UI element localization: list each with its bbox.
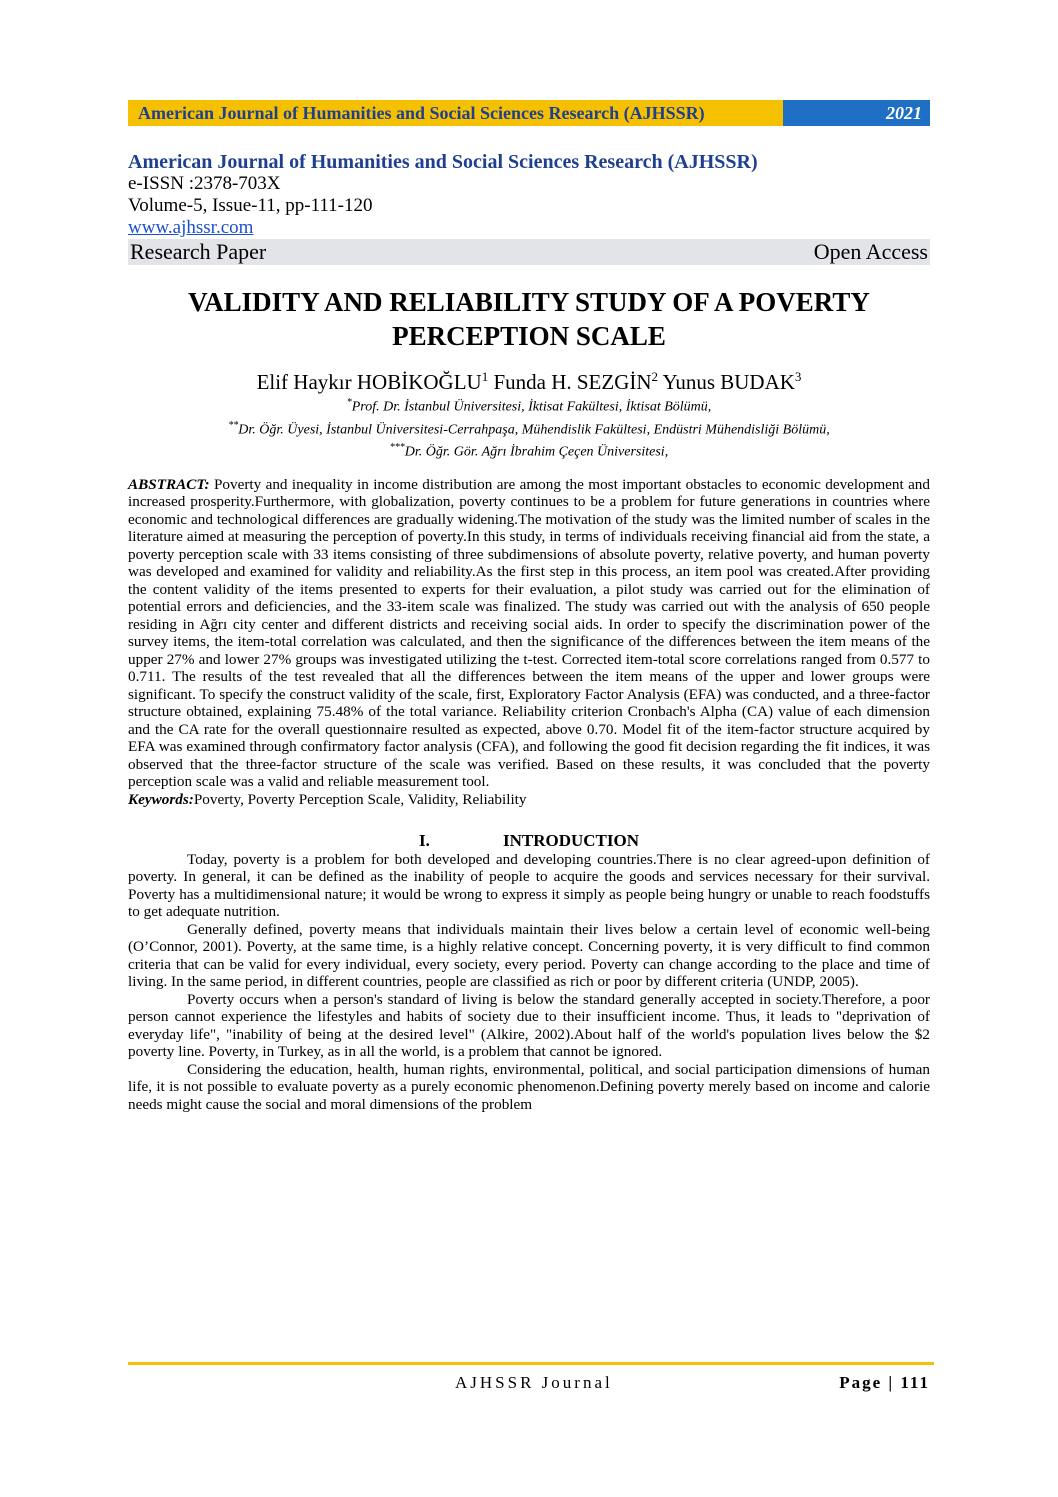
banner-journal-name: American Journal of Humanities and Social Sciences Research (AJHSSR) (128, 100, 783, 126)
author-3: Yunus BUDAK (658, 370, 795, 394)
access-type: Open Access (813, 239, 928, 264)
intro-paragraph-3: Poverty occurs when a person's standard of living is below the standard generally accepted in society.Therefore, a poor person cannot experience the lifestyles and habits of society due to their insufficient income. Thus, it leads to "deprivation of everyday life", "inability of being at the desired level" (Alkire, 2002).About half of the world's population lives below the $2 poverty line. Poverty, in Turkey, as in all the world, is a problem that cannot be ignored. (128, 990, 930, 1061)
author-2: Funda H. SEZGİN (488, 370, 652, 394)
footer-page-number: 111 (900, 1373, 930, 1392)
volume-info: Volume-5, Issue-11, pp-111-120 (128, 195, 373, 216)
eissn: e-ISSN :2378-703X (128, 173, 281, 194)
keywords (128, 791, 930, 809)
affiliation-2-text: Dr. Öğr. Üyesi, İstanbul Üniversitesi-Cerrahpaşa, Mühendislik Fakültesi, Endüstri Mühendisliği Bölümü, (238, 422, 830, 438)
footer-journal: AJHSSR Journal (455, 1373, 613, 1392)
keywords-label: Keywords: (128, 790, 194, 808)
intro-paragraph-2: Generally defined, poverty means that individuals maintain their lives below a certain level of economic well-being (O’Connor, 2001). Poverty, at the same time, is a highly relative concept. Concerning poverty, it is very difficult to find common criteria that can be valid for every individual, every society, every period. Poverty can change according to the place and time of living. In the same period, in different countries, people are classified as rich or poor by different criteria (UNDP, 2005). (128, 920, 930, 991)
section-title: INTRODUCTION (502, 830, 640, 850)
paper-type: Research Paper (130, 239, 267, 264)
title-line-2: PERCEPTION SCALE (392, 321, 666, 351)
author-3-sup: 3 (794, 369, 802, 384)
intro-paragraph-1: Today, poverty is a problem for both developed and developing countries.There is no clear agreed-upon definition of poverty. In general, it can be defined as the inability of people to acquire the goods and services necessary for their survival. Poverty has a multidimensional nature; it would be wrong to express it simply as people being hungry or unable to reach foodstuffs to get adequate nutrition. (128, 850, 930, 921)
journal-banner (128, 100, 930, 126)
affiliation-3-mark: *** (389, 442, 405, 454)
affiliation-2 (128, 417, 930, 440)
affiliation-3 (128, 439, 930, 462)
paper-type-bar (128, 239, 930, 265)
page-footer (128, 1373, 930, 1393)
journal-name: American Journal of Humanities and Social Sciences Research (AJHSSR) (128, 151, 758, 173)
affiliation-1-mark: * (346, 397, 352, 408)
affiliation-1 (128, 394, 930, 417)
abstract (128, 476, 930, 791)
page-content (128, 100, 930, 1113)
author-2-sup: 2 (651, 369, 659, 384)
author-1-sup: 1 (481, 369, 489, 384)
affiliation-2-mark: ** (228, 419, 239, 431)
footer-page (839, 1373, 930, 1393)
affiliation-3-text: Dr. Öğr. Gör. Ağrı İbrahim Çeçen Üniversitesi, (404, 444, 669, 460)
footer-page-label: Page | (839, 1373, 901, 1392)
section-heading (128, 831, 930, 851)
abstract-label: ABSTRACT: (128, 475, 210, 493)
author-list (128, 365, 930, 394)
section-number: I. (418, 830, 430, 850)
website-link[interactable]: www.ajhssr.com (128, 217, 254, 238)
paper-title (128, 285, 930, 353)
intro-paragraph-4: Considering the education, health, human rights, environmental, political, and social participation dimensions of human life, it is not possible to evaluate poverty as a purely economic phenomenon.Defining poverty merely based on income and calorie needs might cause the social and moral dimensions of the problem (128, 1060, 930, 1113)
footer-rule (128, 1362, 934, 1365)
abstract-text: Poverty and inequality in income distribution are among the most important obstacles to economic development and increased prosperity.Furthermore, with globalization, poverty continues to be a problem for future generations in countries where economic and technological differences are gradually widening.The motivation of the study was the limited number of scales in the literature aimed at measuring the perception of poverty.In this study, in terms of individuals receiving financial aid from the state, a poverty perception scale with 33 items consisting of three subdimensions of absolute poverty, relative poverty, and human poverty was developed and examined for validity and reliability.As the first step in this process, an item pool was created.After providing the content validity of the items presented to experts for their evaluation, a pilot study was carried out for the elimination of potential errors and deficiencies, and the 33-item scale was finalized. The study was carried out with the analysis of 650 people residing in Ağrı city center and different districts and receiving social aids. In order to specify the discrimination power of the survey items, the item-total correlation was calculated, and then the significance of the differences between the item means of the upper 27% and lower 27% groups was investigated utilizing the t-test. Corrected item-total score correlations ranged from 0.577 to 0.711. The results of the test revealed that all the differences between the item means of the upper and lower groups were significant. To specify the construct validity of the scale, first, Exploratory Factor Analysis (EFA) was conducted, and a three-factor structure obtained, explaining 75.48% of the total variance. Reliability criterion Cronbach's Alpha (CA) value of each dimension and the CA rate for the overall questionnaire resulted as expected, above 0.70. Model fit of the item-factor structure acquired by EFA was examined through confirmatory factor analysis (CFA), and following the good fit decision regarding the fit indices, it was observed that the three-factor structure of the scale was verified. Based on these results, it was concluded that the poverty perception scale was a valid and reliable measurement tool. (128, 475, 930, 791)
author-1: Elif Haykır HOBİKOĞLU (256, 370, 482, 394)
keywords-text: Poverty, Poverty Perception Scale, Validity, Reliability (193, 790, 527, 808)
banner-year: 2021 (783, 100, 930, 126)
title-line-1: VALIDITY AND RELIABILITY STUDY OF A POVERTY (188, 287, 870, 317)
affiliation-1-text: Prof. Dr. İstanbul Üniversitesi, İktisat Fakültesi, İktisat Bölümü, (351, 399, 712, 415)
